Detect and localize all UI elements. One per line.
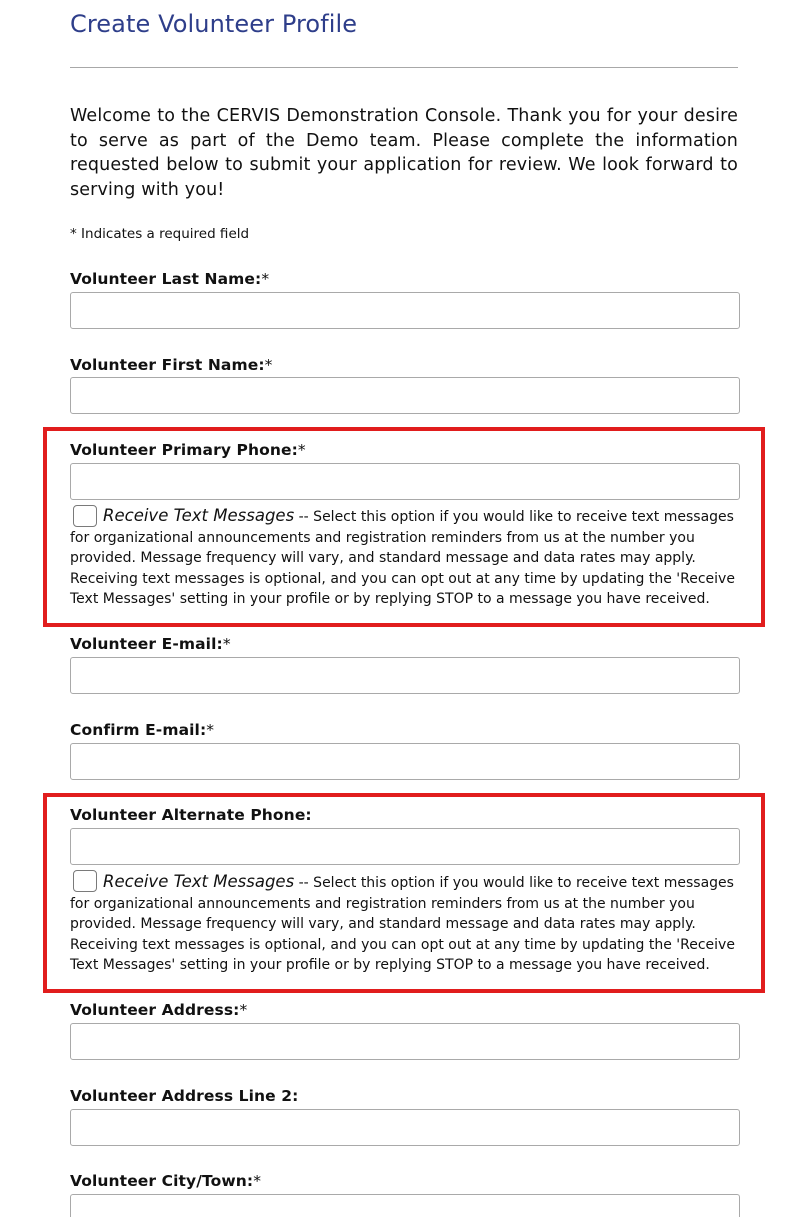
last-name-input[interactable]	[70, 292, 740, 329]
alternate-phone-sms-description: -- Select this option if you would like to receive text messages for organizational announcements and registration reminders from us at the number you provided. Message frequency will vary, and standard message and data rates may apply. Receiving text messages is optional, and you can opt out at any time by updating the 'Receive Text Messages' setting in your profile or by replying STOP to a message you have received.	[70, 875, 735, 973]
confirm-email-input[interactable]	[70, 743, 740, 780]
email-input[interactable]	[70, 657, 740, 694]
address-label: Volunteer Address:*	[70, 1001, 248, 1019]
intro-text: Welcome to the CERVIS Demonstration Console. Thank you for your desire to serve as part of the Demo team. Please complete the information requested below to submit your application for review. We look forward to serving with you!	[70, 106, 738, 200]
primary-phone-sms-text	[70, 506, 742, 610]
alternate-phone-input[interactable]	[70, 828, 740, 865]
primary-phone-label: Volunteer Primary Phone:*	[70, 441, 306, 459]
last-name-label: Volunteer Last Name:*	[70, 270, 270, 288]
confirm-email-label: Confirm E-mail:*	[70, 721, 215, 739]
page-title: Create Volunteer Profile	[70, 10, 358, 38]
alternate-phone-sms-title: Receive Text Messages	[103, 872, 295, 891]
email-label: Volunteer E-mail:*	[70, 635, 231, 653]
primary-phone-input[interactable]	[70, 463, 740, 500]
required-note: * Indicates a required field	[70, 226, 250, 242]
primary-phone-sms-description: -- Select this option if you would like to receive text messages for organizational announcements and registration reminders from us at the number you provided. Message frequency will vary, and standard message and data rates may apply. Receiving text messages is optional, and you can opt out at any time by updating the 'Receive Text Messages' setting in your profile or by replying STOP to a message you have received.	[70, 509, 735, 607]
alternate-phone-sms-text	[70, 872, 742, 976]
title-divider	[70, 67, 738, 68]
address-line2-input[interactable]	[70, 1109, 740, 1146]
city-label: Volunteer City/Town:*	[70, 1172, 262, 1190]
primary-phone-sms-title: Receive Text Messages	[103, 506, 295, 525]
first-name-input[interactable]	[70, 377, 740, 414]
address-line2-label: Volunteer Address Line 2:	[70, 1087, 299, 1105]
address-input[interactable]	[70, 1023, 740, 1060]
city-input[interactable]	[70, 1194, 740, 1217]
first-name-label: Volunteer First Name:*	[70, 356, 273, 374]
alternate-phone-label: Volunteer Alternate Phone:	[70, 806, 312, 824]
